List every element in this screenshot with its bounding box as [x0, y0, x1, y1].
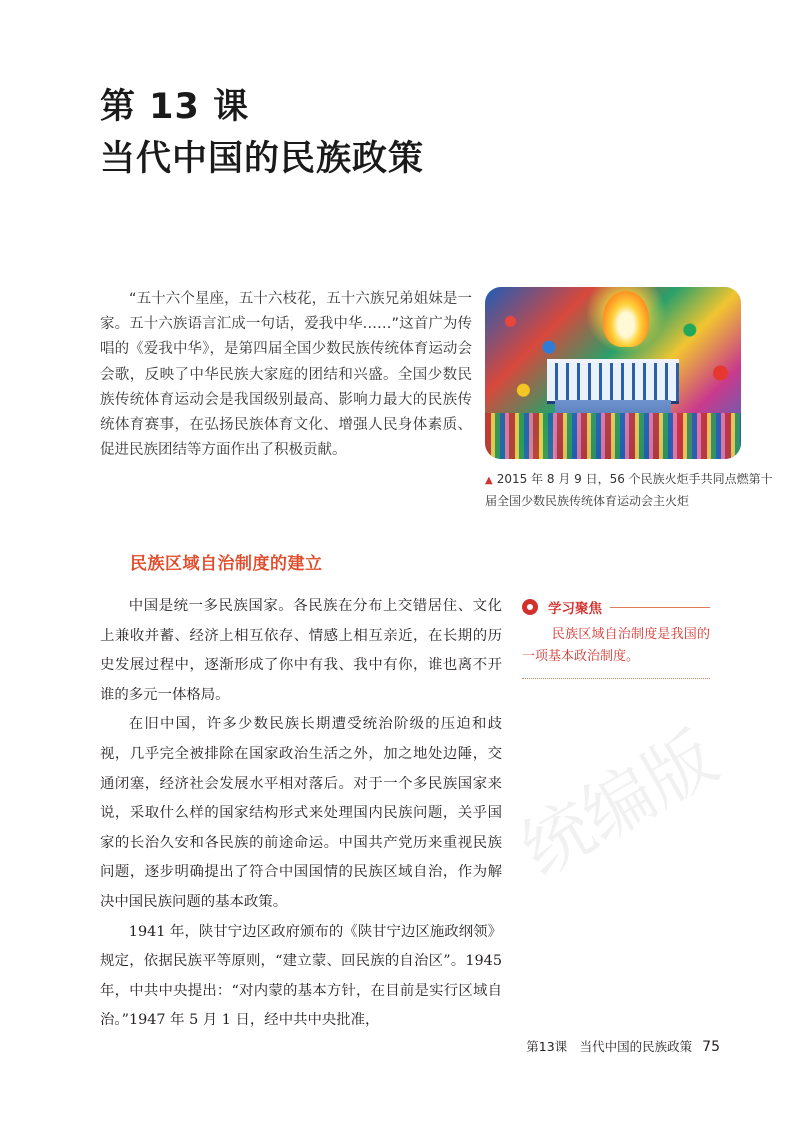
body-text	[100, 592, 502, 1036]
learning-focus-note: 民族区域自治制度是我国的一项基本政治制度。	[522, 624, 710, 679]
watermark: 统编版	[507, 715, 731, 893]
page-footer	[520, 1037, 720, 1055]
caption-text: 2015 年 8 月 9 日，56 个民族火炬手共同点燃第十届全国少数民族传统体育运动会主火炬	[485, 472, 773, 508]
photo-caption	[485, 469, 775, 511]
torch-flame	[603, 291, 649, 347]
cauldron-stage	[547, 359, 679, 404]
performer-crowd	[485, 413, 741, 459]
intro-paragraph: “五十六个星座，五十六枝花，五十六族兄弟姐妹是一家。五十六族语言汇成一句话，爱我中华……”这首广为传唱的《爱我中华》，是第四届全国少数民族传统体育运动会会歌，反映了中华民族大家庭的团结和兴盛。全国少数民族传统体育运动会是我国级别最高、影响力最大的民族传统体育赛事，在弘扬民族体育文化、增强人民身体素质、促进民族团结等方面作出了积极贡献。	[100, 291, 472, 459]
running-title: 第13课 当代中国的民族政策	[526, 1039, 693, 1054]
lesson-title: 当代中国的民族政策	[100, 139, 425, 179]
learning-focus-label: 学习聚焦	[548, 601, 602, 617]
header-rule	[610, 607, 710, 608]
learning-focus-header	[522, 596, 710, 618]
lesson-number: 第 13 课	[100, 87, 250, 127]
section-heading: 民族区域自治制度的建立	[130, 554, 323, 574]
page-number: 75	[702, 1039, 720, 1055]
caption-triangle-icon: ▲	[485, 475, 493, 486]
body-paragraph-3: 1941 年，陕甘宁边区政府颁布的《陕甘宁边区施政纲领》规定，依据民族平等原则，“建立蒙、回民族的自治区”。1945 年，中共中央提出：“对内蒙的基本方针，在目前是实行区域自治。”1947 年 5 月 1 日，经中共中央批准，	[100, 923, 502, 1029]
body-paragraph-1: 中国是统一多民族国家。各民族在分布上交错居住、文化上兼收并蓄、经济上相互依存、情感上相互亲近，在长期的历史发展过程中，逐渐形成了你中有我、我中有你，谁也离不开谁的多元一体格局。	[100, 598, 502, 703]
learning-focus-box	[522, 596, 710, 679]
torch-lighting-photo	[485, 287, 741, 459]
body-paragraph-2: 在旧中国，许多少数民族长期遭受统治阶级的压迫和歧视，几乎完全被排除在国家政治生活之外，加之地处边陲，交通闭塞，经济社会发展水平相对落后。对于一个多民族国家来说，采取什么样的国家结构形式来处理国内民族问题，关乎国家的长治久安和各民族的前途命运。中国共产党历来重视民族问题，逐步明确提出了符合中国国情的民族区域自治，作为解决中国民族问题的基本政策。	[100, 716, 502, 910]
focus-target-icon	[522, 599, 538, 615]
